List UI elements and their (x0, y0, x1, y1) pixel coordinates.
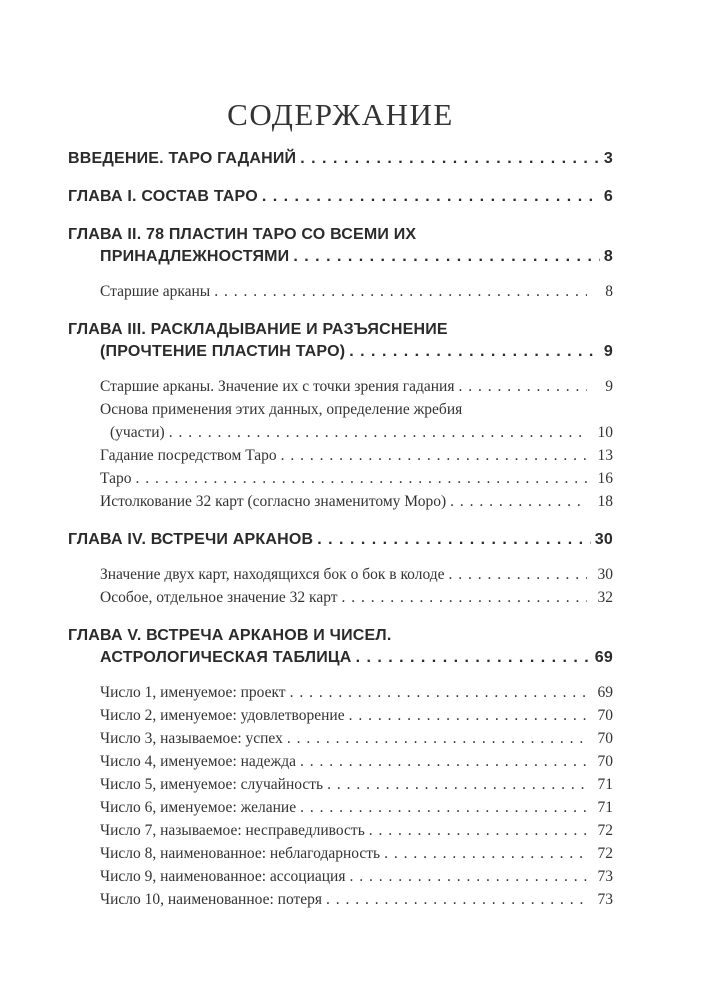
toc-subentry[interactable] (68, 586, 613, 609)
subentry-title: Число 3, называемое: успех (100, 730, 283, 747)
leader-dots (293, 246, 600, 268)
toc-subentry[interactable] (68, 398, 613, 444)
toc-subentry[interactable] (68, 819, 613, 842)
leader-dots (327, 773, 587, 796)
subentry-title: Особое, отдельное значение 32 карт (100, 589, 338, 606)
page-number: 70 (597, 730, 613, 747)
page-number: 8 (605, 283, 613, 300)
page-number: 3 (603, 150, 613, 167)
subentry-title-cont: (участи) (110, 424, 165, 441)
page-number: 6 (603, 188, 613, 205)
toc-subentry[interactable] (68, 280, 613, 303)
leader-dots (349, 704, 587, 727)
toc-subentry[interactable] (68, 563, 613, 586)
chapter-title: ГЛАВА IV. ВСТРЕЧИ АРКАНОВ (68, 531, 314, 548)
subentry-title: Число 5, именуемое: случайность (100, 776, 324, 793)
page-number: 72 (597, 822, 613, 839)
subentry-title: Старшие арканы. Значение их с точки зрения гадания (100, 378, 455, 395)
toc-chapter-2-block (68, 224, 613, 303)
page-number: 8 (603, 248, 613, 265)
toc-subentry[interactable] (68, 704, 613, 727)
toc-chapter-1[interactable] (68, 186, 613, 208)
page-number: 70 (597, 753, 613, 770)
subentry-title: Число 8, наименованное: неблагодарность (100, 845, 381, 862)
toc-chapter-3-block (68, 319, 613, 513)
leader-dots (300, 796, 587, 819)
subentry-title: Число 7, называемое: несправедливость (100, 822, 365, 839)
subentry-title: Число 1, именуемое: проект (100, 684, 286, 701)
subentry-title: Истолкование 32 карт (согласно знаменитому Моро) (100, 493, 447, 510)
subentry-title: Число 6, именуемое: желание (100, 799, 297, 816)
subentry-title: Число 9, наименованное: ассоциация (100, 868, 346, 885)
leader-dots (214, 280, 587, 303)
leader-dots (450, 490, 587, 513)
toc-subentry[interactable] (68, 842, 613, 865)
leader-dots (384, 842, 587, 865)
page-number: 71 (597, 776, 613, 793)
toc-chapter-4[interactable] (68, 529, 613, 551)
leader-dots (349, 865, 587, 888)
page-number: 73 (597, 868, 613, 885)
toc-subentry[interactable] (68, 750, 613, 773)
leader-dots (287, 727, 587, 750)
leader-dots (290, 681, 587, 704)
page-number: 18 (597, 493, 613, 510)
page-number: 69 (594, 649, 613, 666)
page-number: 30 (594, 531, 613, 548)
toc-subentry[interactable] (68, 681, 613, 704)
page-number: 16 (597, 470, 613, 487)
leader-dots (349, 341, 600, 363)
leader-dots (326, 888, 587, 911)
toc-chapter-3[interactable] (68, 319, 613, 363)
page-number: 13 (597, 447, 613, 464)
subentry-title: Значение двух карт, находящихся бок о бок в колоде (100, 566, 445, 583)
page-number: 10 (597, 424, 613, 441)
leader-dots (300, 750, 587, 773)
toc-chapter-5-block (68, 625, 613, 911)
leader-dots (281, 444, 587, 467)
chapter-title-line1: ГЛАВА II. 78 ПЛАСТИН ТАРО СО ВСЕМИ ИХ (68, 226, 417, 243)
subentry-title: Число 10, наименованное: потеря (100, 891, 323, 908)
leader-dots (449, 563, 587, 586)
page-number: 69 (597, 684, 613, 701)
leader-dots (317, 529, 591, 551)
toc-chapter-2[interactable] (68, 224, 613, 268)
toc-subentry[interactable] (68, 796, 613, 819)
page-number: 71 (597, 799, 613, 816)
chapter-title: ГЛАВА I. СОСТАВ ТАРО (68, 188, 258, 205)
toc-chapter-4-block (68, 529, 613, 609)
subentry-title: Гадание посредством Таро (100, 447, 277, 464)
subentry-title: Старшие арканы (100, 283, 211, 300)
leader-dots (342, 586, 587, 609)
page-title: СОДЕРЖАНИЕ (227, 97, 454, 132)
toc-subentry[interactable] (68, 727, 613, 750)
subentry-title: Число 2, именуемое: удовлетворение (100, 707, 345, 724)
page-number: 73 (597, 891, 613, 908)
toc-entries (68, 148, 613, 911)
subentry-title: Основа применения этих данных, определение жребия (100, 401, 463, 418)
leader-dots (262, 186, 600, 208)
leader-dots (169, 421, 587, 444)
subentry-title: Число 4, именуемое: надежда (100, 753, 297, 770)
page-number: 72 (597, 845, 613, 862)
page-number: 9 (603, 343, 613, 360)
toc-chapter-5[interactable] (68, 625, 613, 669)
toc-chapter-intro[interactable] (68, 148, 613, 170)
chapter-title: ВВЕДЕНИЕ. ТАРО ГАДАНИЙ (68, 150, 297, 167)
leader-dots (458, 375, 587, 398)
toc-subentry[interactable] (68, 490, 613, 513)
toc-subentry[interactable] (68, 888, 613, 911)
page-number: 30 (597, 566, 613, 583)
toc-subentry[interactable] (68, 773, 613, 796)
page-number: 32 (597, 589, 613, 606)
chapter-title-line1: ГЛАВА V. ВСТРЕЧА АРКАНОВ И ЧИСЕЛ. (68, 627, 392, 644)
subentry-title: Таро (100, 470, 132, 487)
toc-subentry[interactable] (68, 467, 613, 490)
leader-dots (135, 467, 587, 490)
chapter-title-line1: ГЛАВА III. РАСКЛАДЫВАНИЕ И РАЗЪЯСНЕНИЕ (68, 321, 448, 338)
toc-subentry[interactable] (68, 865, 613, 888)
leader-dots (356, 647, 591, 669)
page-number: 9 (605, 378, 613, 395)
chapter-title-line2: АСТРОЛОГИЧЕСКАЯ ТАБЛИЦА (100, 649, 352, 666)
leader-dots (369, 819, 587, 842)
leader-dots (300, 148, 600, 170)
page-number: 70 (597, 707, 613, 724)
toc-subentry[interactable] (68, 375, 613, 398)
chapter-title-line2: ПРИНАДЛЕЖНОСТЯМИ (100, 248, 290, 265)
toc-subentry[interactable] (68, 444, 613, 467)
chapter-title-line2: (ПРОЧТЕНИЕ ПЛАСТИН ТАРО) (100, 343, 346, 360)
